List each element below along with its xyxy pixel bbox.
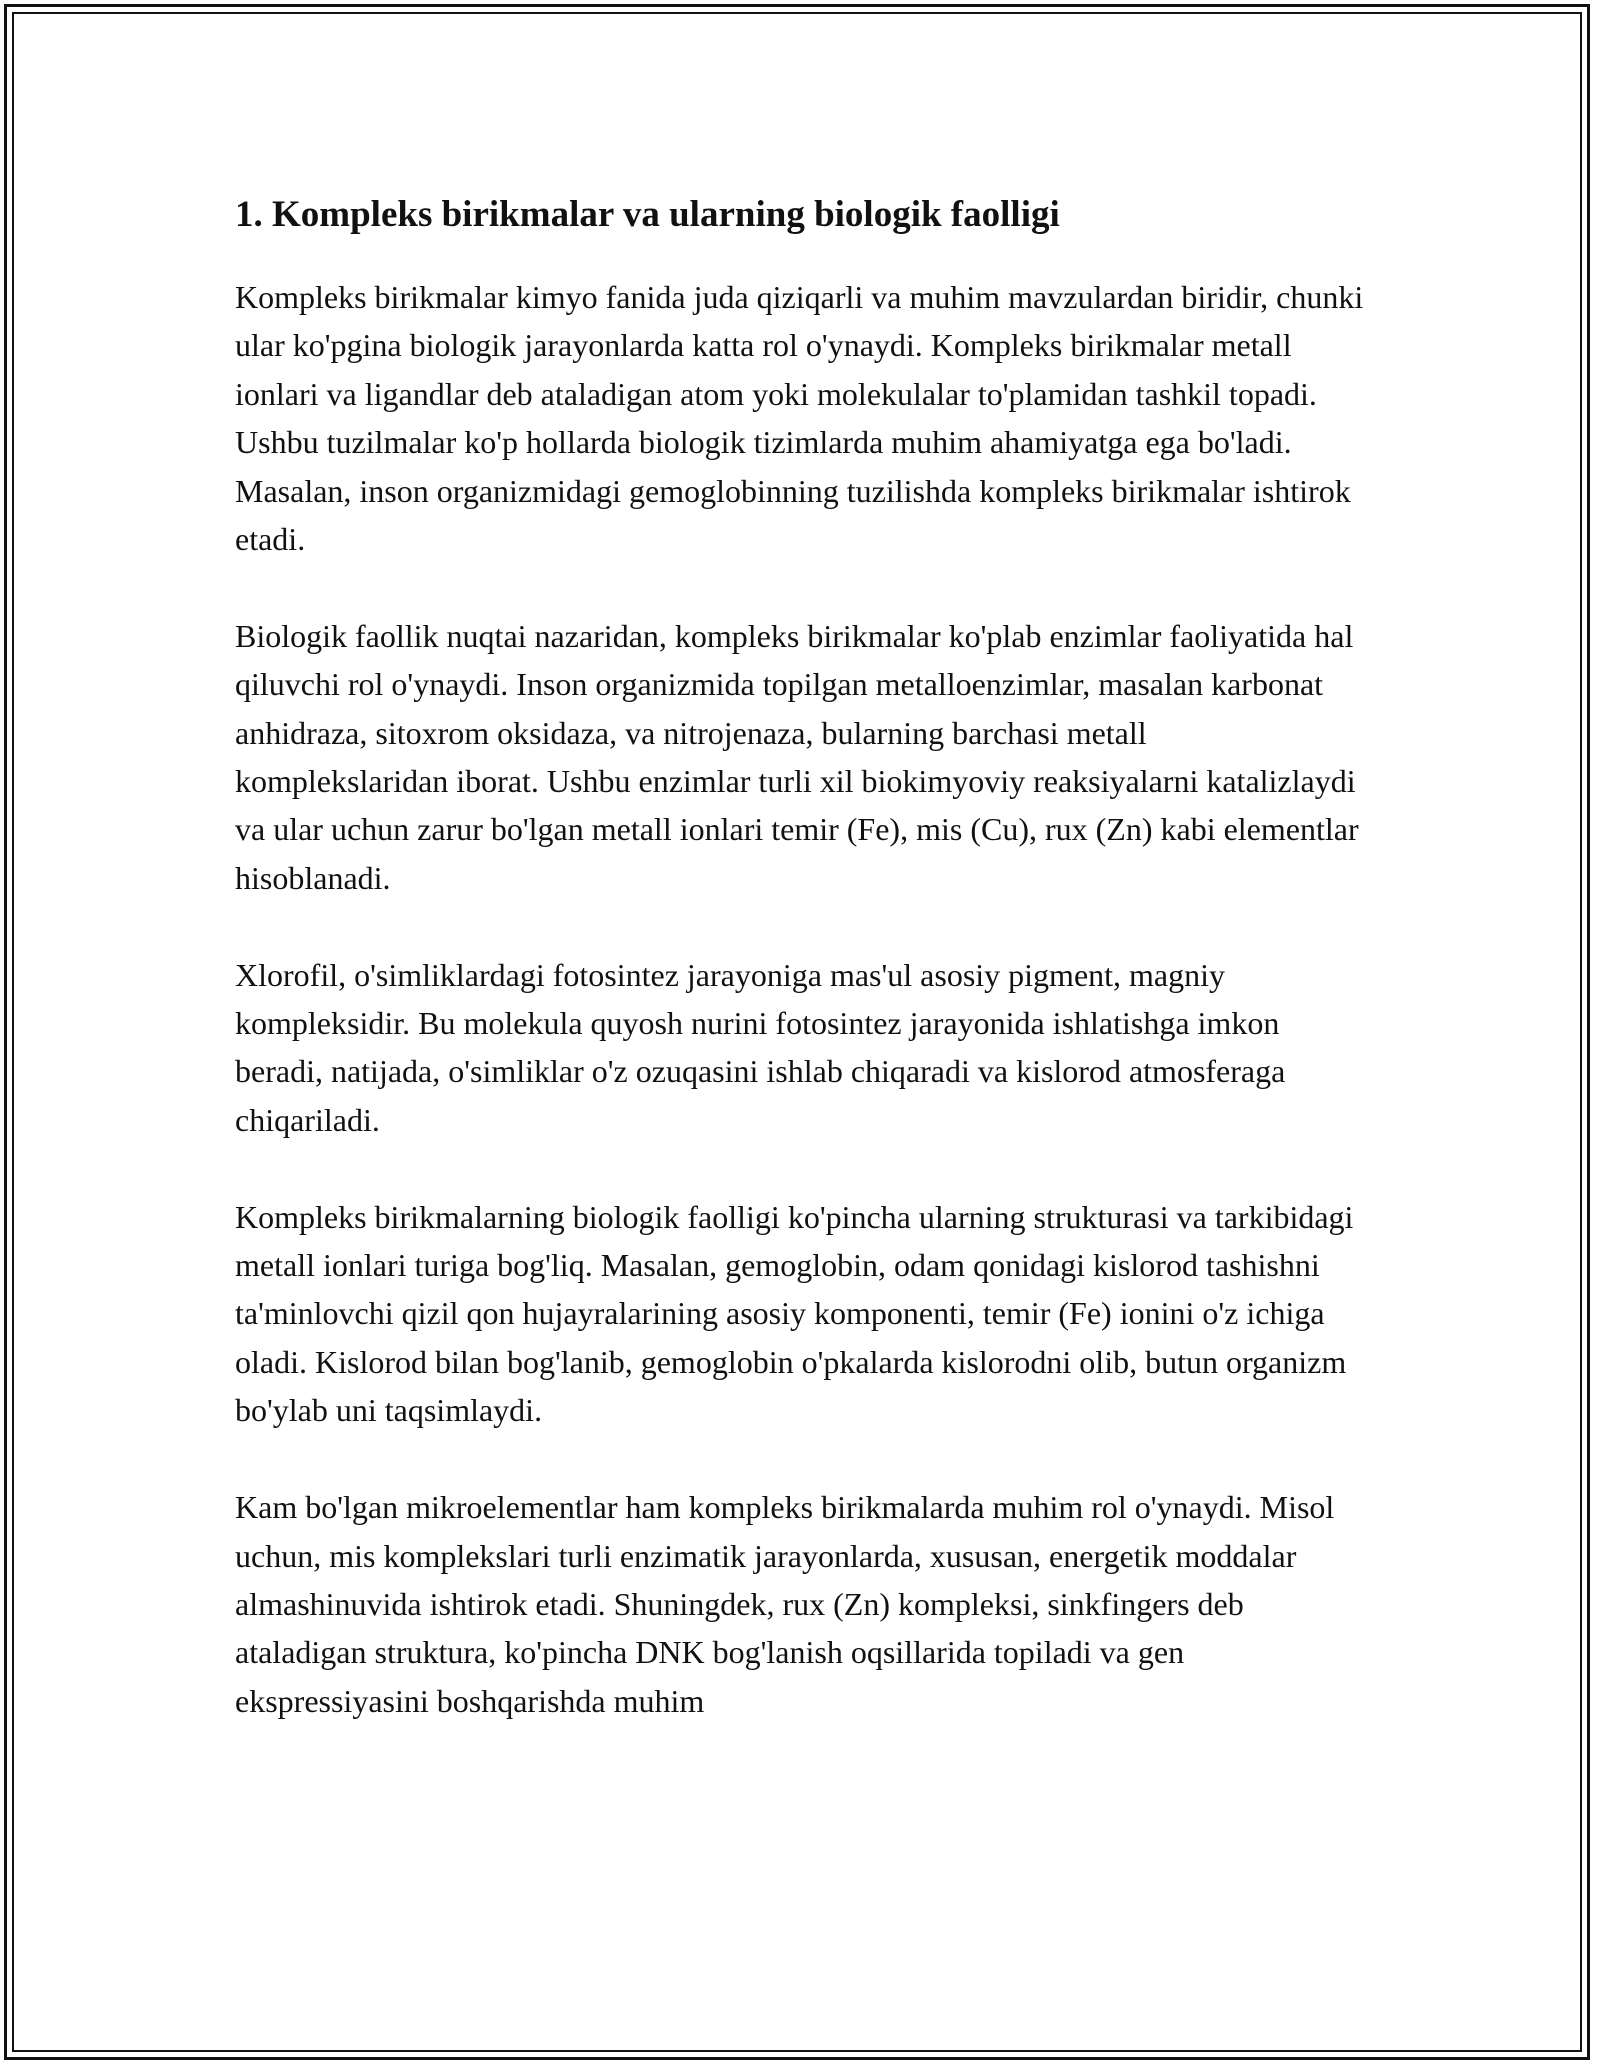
document-body xyxy=(235,185,1365,1774)
paragraph-enzymes: Biologik faollik nuqtai nazaridan, kompleks birikmalar ko'plab enzimlar faoliyatida hal qiluvchi rol o'ynaydi. Inson organizmida topilgan metalloenzimlar, masalan karbonat anhidraza, sitoxrom oksidaza, va nitrojenaza, bularning barchasi metall komplekslaridan iborat. Ushbu enzimlar turli xil biokimyoviy reaksiyalarni katalizlaydi va ular uchun zarur bo'lgan metall ionlari temir (Fe), mis (Cu), rux (Zn) kabi elementlar hisoblanadi. xyxy=(235,617,1359,896)
paragraph-intro: Kompleks birikmalar kimyo fanida juda qiziqarli va muhim mavzulardan biridir, chunki ular ko'pgina biologik jarayonlarda katta rol o'ynaydi. Kompleks birikmalar metall ionlari va ligandlar deb ataladigan atom yoki molekulalar to'plamidan tashkil topadi. Ushbu tuzilmalar ko'p hollarda biologik tizimlarda muhim ahamiyatga ega bo'ladi. Masalan, inson organizmidagi gemoglobinning tuzilishda kompleks birikmalar ishtirok etadi. xyxy=(235,279,1364,558)
paragraph-hemoglobin: Kompleks birikmalarning biologik faolligi ko'pincha ularning strukturasi va tarkibidagi metall ionlari turiga bog'liq. Masalan, gemoglobin, odam qonidagi kislorod tashishni ta'minlovchi qizil qon hujayralarining asosiy komponenti, temir (Fe) ionini o'z ichiga oladi. Kislorod bilan bog'lanib, gemoglobin o'pkalarda kislorodni olib, butun organizm bo'ylab uni taqsimlaydi. xyxy=(235,1198,1354,1429)
paragraph-chlorophyll: Xlorofil, o'simliklardagi fotosintez jarayoniga mas'ul asosiy pigment, magniy kompleksidir. Bu molekula quyosh nurini fotosintez jarayonida ishlatishga imkon beradi, natijada, o'simliklar o'z ozuqasini ishlab chiqaradi va kislorod atmosferaga chiqariladi. xyxy=(235,956,1286,1138)
section-heading: 1. Kompleks birikmalar va ularning biologik faolligi xyxy=(235,194,1060,235)
paragraph-microelements: Kam bo'lgan mikroelementlar ham kompleks birikmalarda muhim rol o'ynaydi. Misol uchun, mis komplekslari turli enzimatik jarayonlarda, xususan, energetik moddalar almashinuvida ishtirok etadi. Shuningdek, rux (Zn) kompleksi, sinkfingers deb ataladigan struktura, ko'pincha DNK bog'lanish oqsillarida topiladi va gen ekspressiyasini boshqarishda muhim xyxy=(235,1489,1335,1719)
